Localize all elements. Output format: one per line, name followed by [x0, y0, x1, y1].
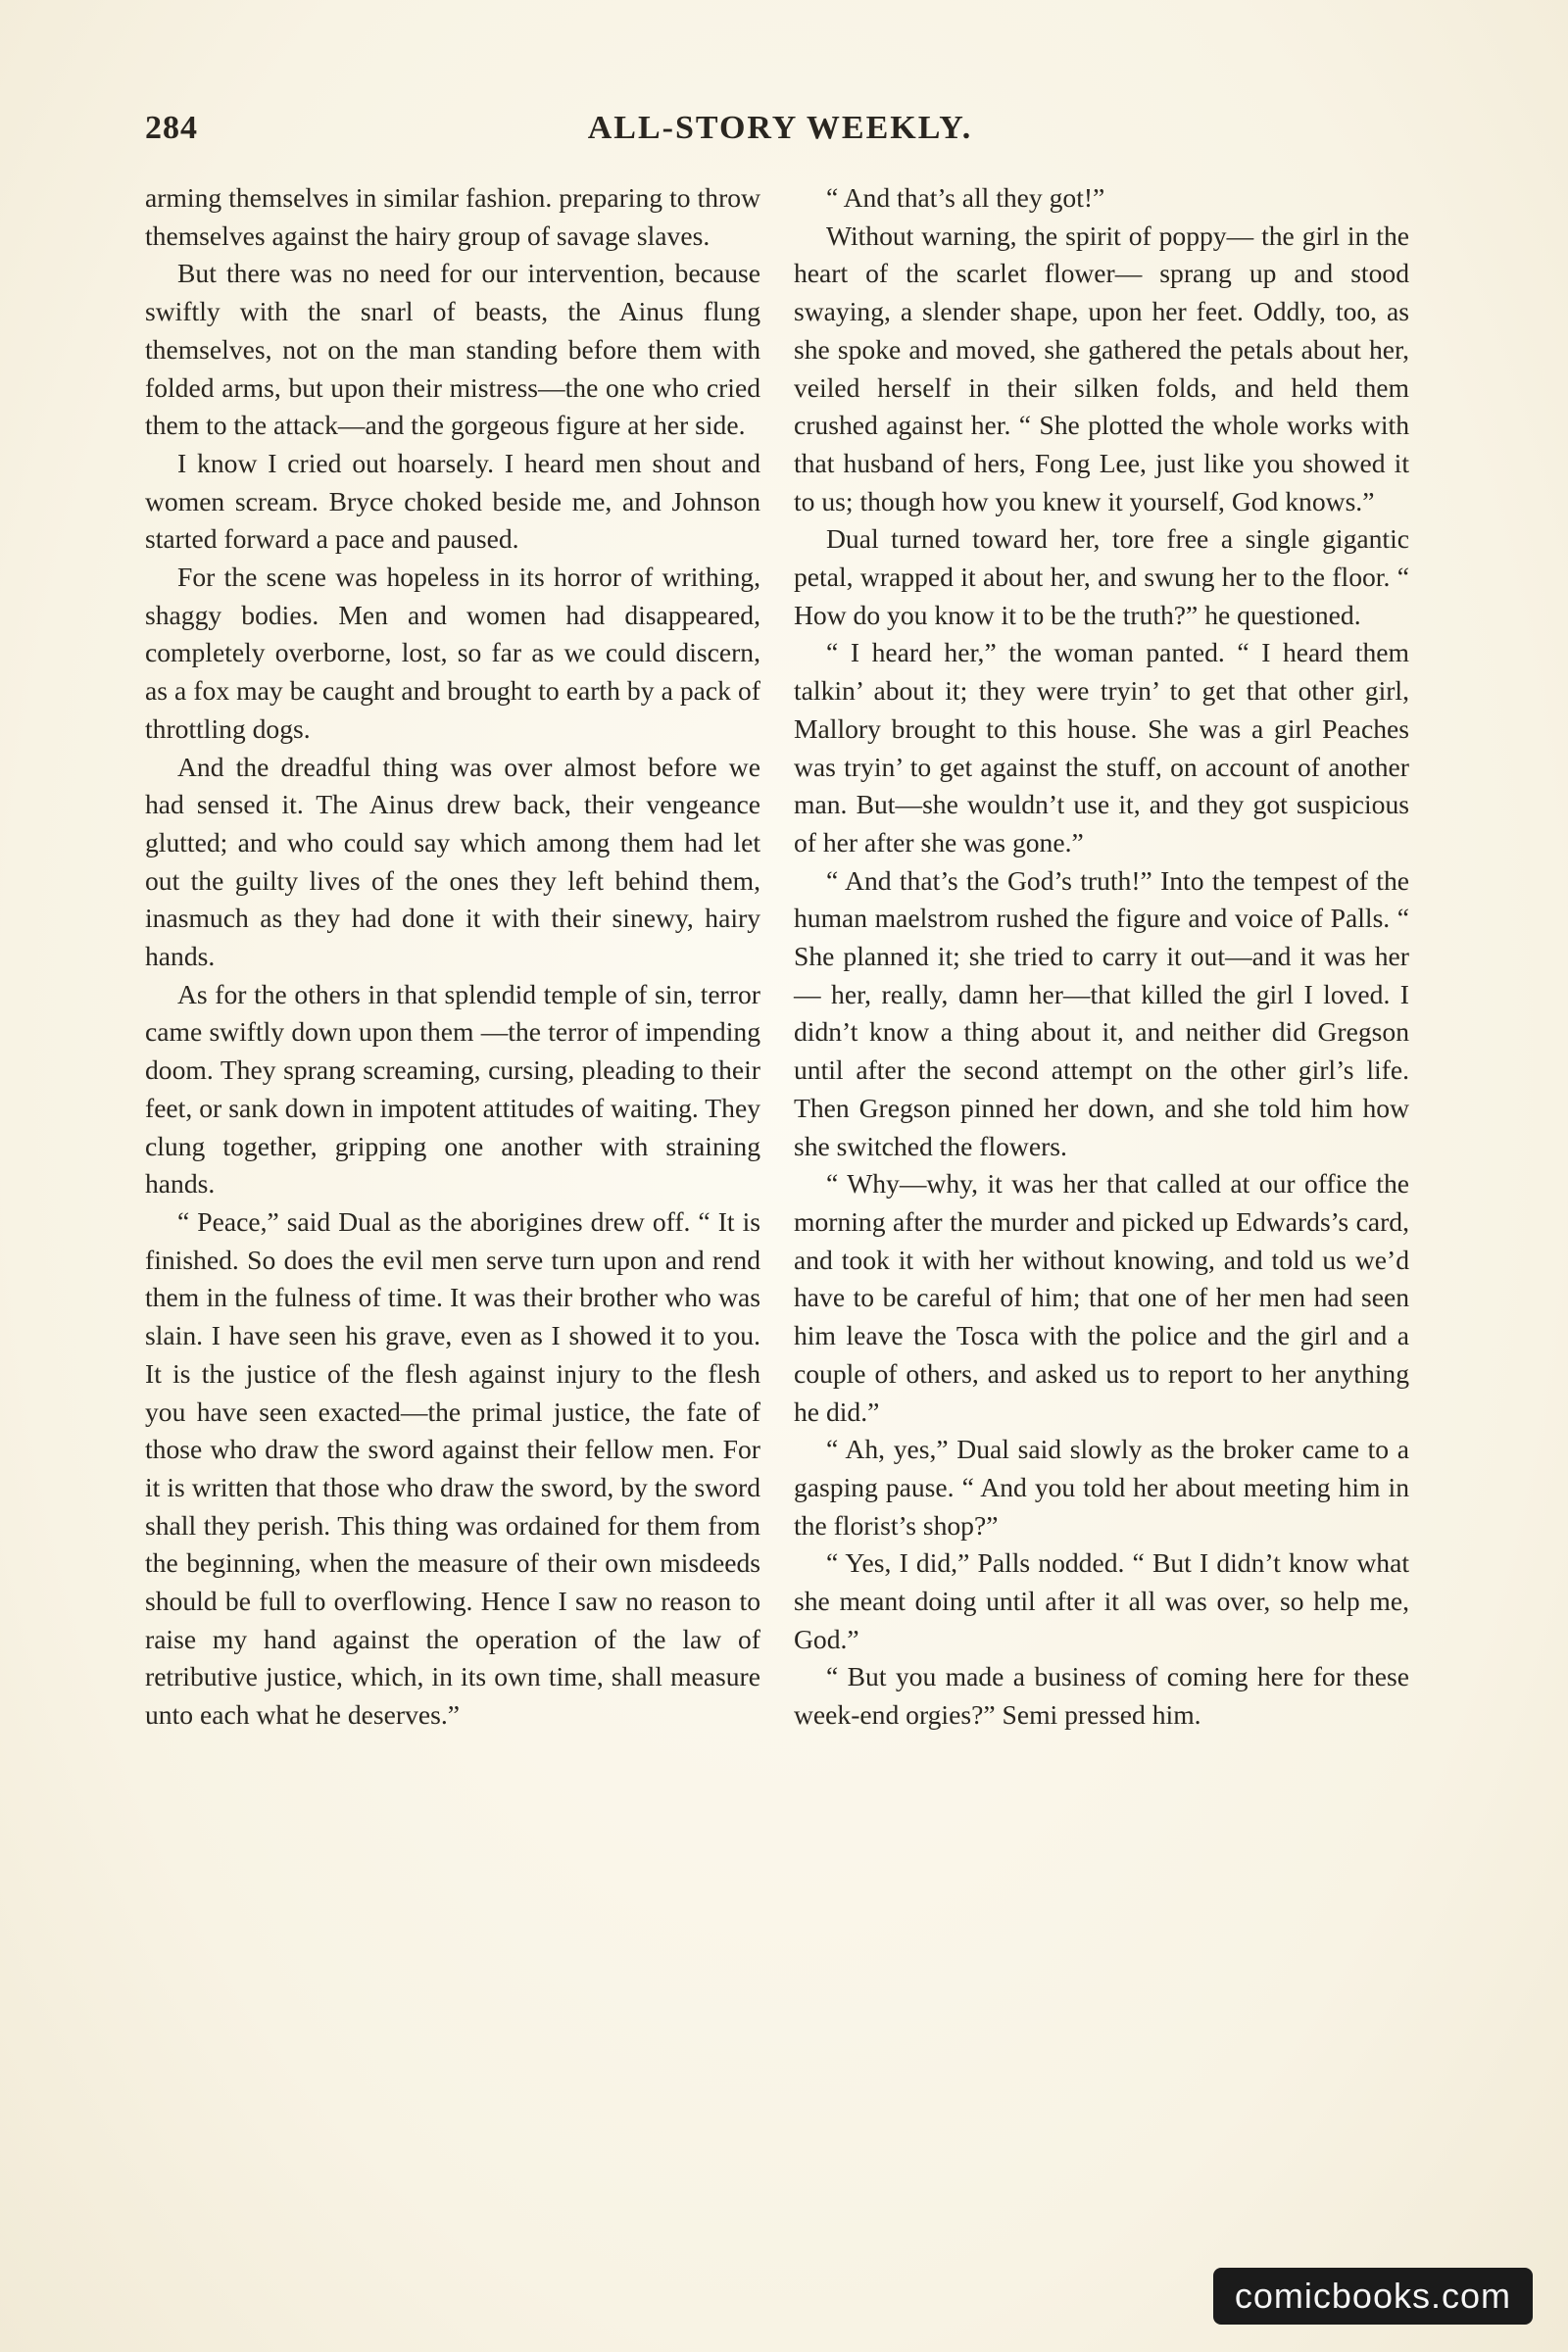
running-head: ALL-STORY WEEKLY.: [587, 110, 973, 146]
paragraph: “ Why—why, it was her that called at our office the morning after the murder and picked up Edwards’s card, and took it with her without knowing, and told us we’d have to be careful of him; that one of her men had seen him leave the Tosca with the police and the girl and a couple of others, and asked us to report to her anything he did.”: [794, 1168, 1409, 1427]
site-watermark: comicbooks.com: [1213, 2268, 1533, 2325]
paragraph: Without warning, the spirit of poppy— the girl in the heart of the scarlet flower— sprang up and stood swaying, a slender shape, upon her feet. Oddly, too, as she spoke and moved, she gathered the petals about her, veiled herself in their silken folds, and held them crushed against her. “ She plotted the whole works with that husband of hers, Fong Lee, just like you showed it to us; though how you knew it yourself, God knows.”: [794, 220, 1409, 516]
paragraph: As for the others in that splendid temple of sin, terror came swiftly down upon them —the terror of impending doom. They sprang screaming, cursing, pleading to their feet, or sank down in impotent attitudes of waiting. They clung together, gripping one another with straining hands.: [145, 978, 760, 1200]
paragraph: “ And that’s all they got!”: [826, 182, 1105, 213]
paragraph: And the dreadful thing was over almost before we had sensed it. The Ainus drew back, their vengeance glutted; and who could say which among them had let out the guilty lives of the ones they left behind them, inasmuch as they had done it with their sinewy, hairy hands.: [145, 751, 760, 972]
paragraph: arming themselves in similar fashion. preparing to throw themselves against the hairy group of savage slaves.: [145, 182, 760, 251]
paragraph: But there was no need for our intervention, because swiftly with the snarl of beasts, the Ainus flung themselves, not on the man standing before them with folded arms, but upon their mistress—the one who cried them to the attack—and the gorgeous figure at her side.: [145, 258, 760, 441]
page-number: 284: [145, 110, 198, 146]
right-column: [794, 179, 1409, 1735]
paragraph: “ Ah, yes,” Dual said slowly as the broker came to a gasping pause. “ And you told her about meeting him in the florist’s shop?”: [794, 1434, 1409, 1541]
paragraph: “ But you made a business of coming here for these week-end orgies?” Semi pressed him.: [794, 1661, 1409, 1731]
paragraph: “ Yes, I did,” Palls nodded. “ But I didn’t know what she meant doing until after it all was over, so help me, God.”: [794, 1547, 1409, 1654]
paragraph: “ And that’s the God’s truth!” Into the tempest of the human maelstrom rushed the figure and voice of Palls. “ She planned it; she tried to carry it out—and it was her— her, really, damn her—that killed the girl I loved. I didn’t know a thing about it, and neither did Gregson until after the second attempt on the other girl’s life. Then Gregson pinned her down, and she told him how she switched the flowers.: [794, 864, 1409, 1161]
paragraph: For the scene was hopeless in its horror of writhing, shaggy bodies. Men and women had disappeared, completely overborne, lost, so far as we could discern, as a fox may be caught and brought to earth by a pack of throttling dogs.: [145, 562, 760, 744]
paragraph: Dual turned toward her, tore free a single gigantic petal, wrapped it about her, and swung her to the floor. “ How do you know it to be the truth?” he questioned.: [794, 523, 1409, 630]
paragraph: “ Peace,” said Dual as the aborigines drew off. “ It is finished. So does the evil men serve turn upon and rend them in the fulness of time. It was their brother who was slain. I have seen his grave, even as I showed it to you. It is the justice of the flesh against injury to the flesh you have seen exacted—the primal justice, the fate of those who draw the sword against their fellow men. For it is written that those who draw the sword, by the sword shall they perish. This thing was ordained for them from the beginning, when the measure of their own misdeeds should be full to overflowing. Hence I saw no reason to raise my hand against the operation of the law of retributive justice, which, in its own time, shall measure unto each what he deserves.”: [145, 1205, 760, 1731]
paragraph: I know I cried out hoarsely. I heard men shout and women scream. Bryce choked beside me, and Johnson started forward a pace and paused.: [145, 447, 760, 555]
left-column: [145, 179, 760, 1735]
page-header: [145, 110, 1415, 157]
paragraph: “ I heard her,” the woman panted. “ I heard them talkin’ about it; they were tryin’ to get that other girl, Mallory brought to this house. She was a girl Peaches was tryin’ to get against the stuff, on account of another man. But—she wouldn’t use it, and they got suspicious of her after she was gone.”: [794, 637, 1409, 858]
